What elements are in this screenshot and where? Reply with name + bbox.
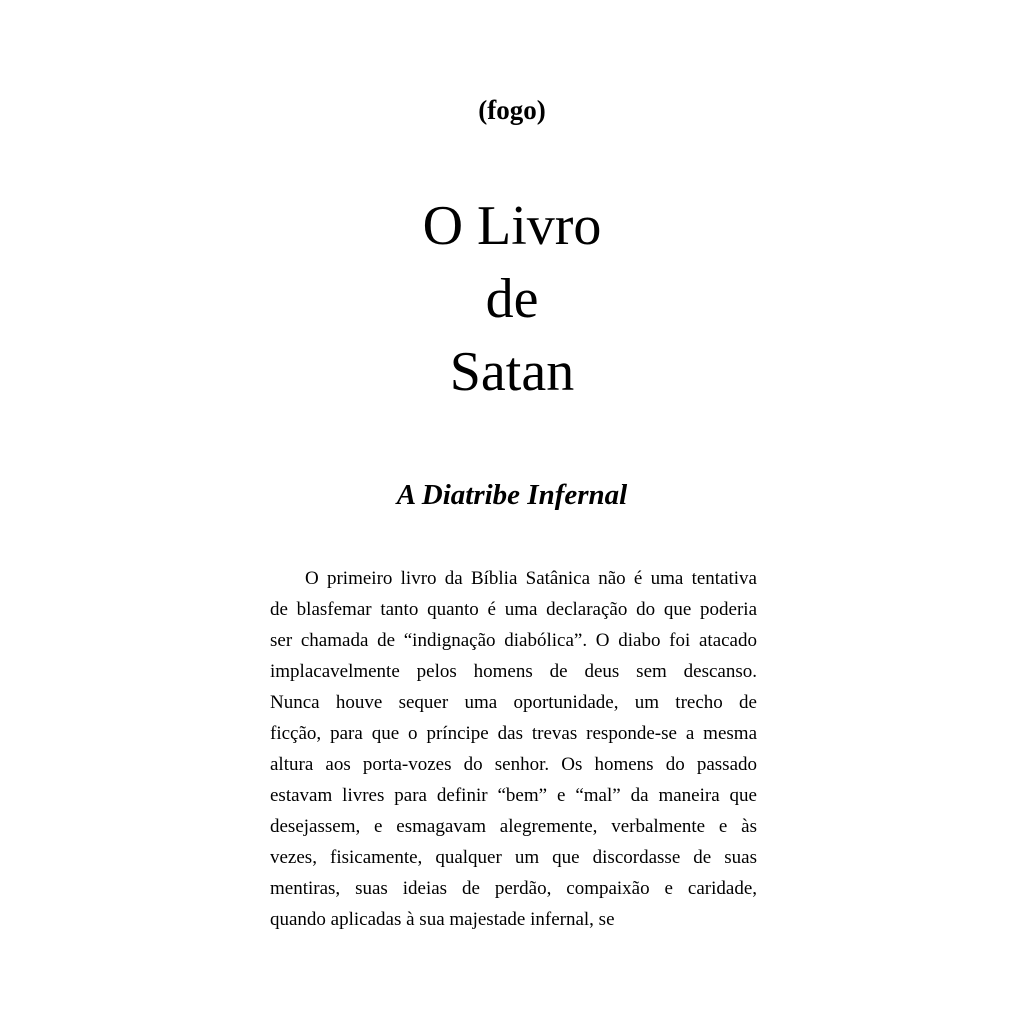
paragraph-line: O primeiro livro da Bíblia Satânica não é uma tentativa <box>305 568 757 589</box>
body-paragraph <box>270 563 757 935</box>
paragraph-line: ser chamada de “indignação diabólica”. O diabo foi atacado <box>270 630 757 651</box>
title-line: Satan <box>449 341 575 403</box>
section-kicker: (fogo) <box>478 95 546 125</box>
title-line: de <box>485 268 539 330</box>
book-title <box>0 190 1024 409</box>
paragraph-line: quando aplicadas à sua majestade infernal, se <box>270 909 615 930</box>
paragraph-line: altura aos porta-vozes do senhor. Os homens do passado <box>270 754 757 775</box>
paragraph-line: desejassem, e esmagavam alegremente, verbalmente e às <box>270 816 757 837</box>
paragraph-line: Nunca houve sequer uma oportunidade, um trecho de <box>270 692 757 713</box>
paragraph-line: ficção, para que o príncipe das trevas responde-se a mesma <box>270 723 757 744</box>
title-line: O Livro <box>422 195 602 257</box>
paragraph-line: implacavelmente pelos homens de deus sem descanso. <box>270 661 757 682</box>
chapter-subtitle: A Diatribe Infernal <box>396 479 628 511</box>
paragraph-line: de blasfemar tanto quanto é uma declaração do que poderia <box>270 599 757 620</box>
paragraph-line: mentiras, suas ideias de perdão, compaixão e caridade, <box>270 878 757 899</box>
paragraph-line: estavam livres para definir “bem” e “mal” da maneira que <box>270 785 757 806</box>
paragraph-line: vezes, fisicamente, qualquer um que discordasse de suas <box>270 847 757 868</box>
